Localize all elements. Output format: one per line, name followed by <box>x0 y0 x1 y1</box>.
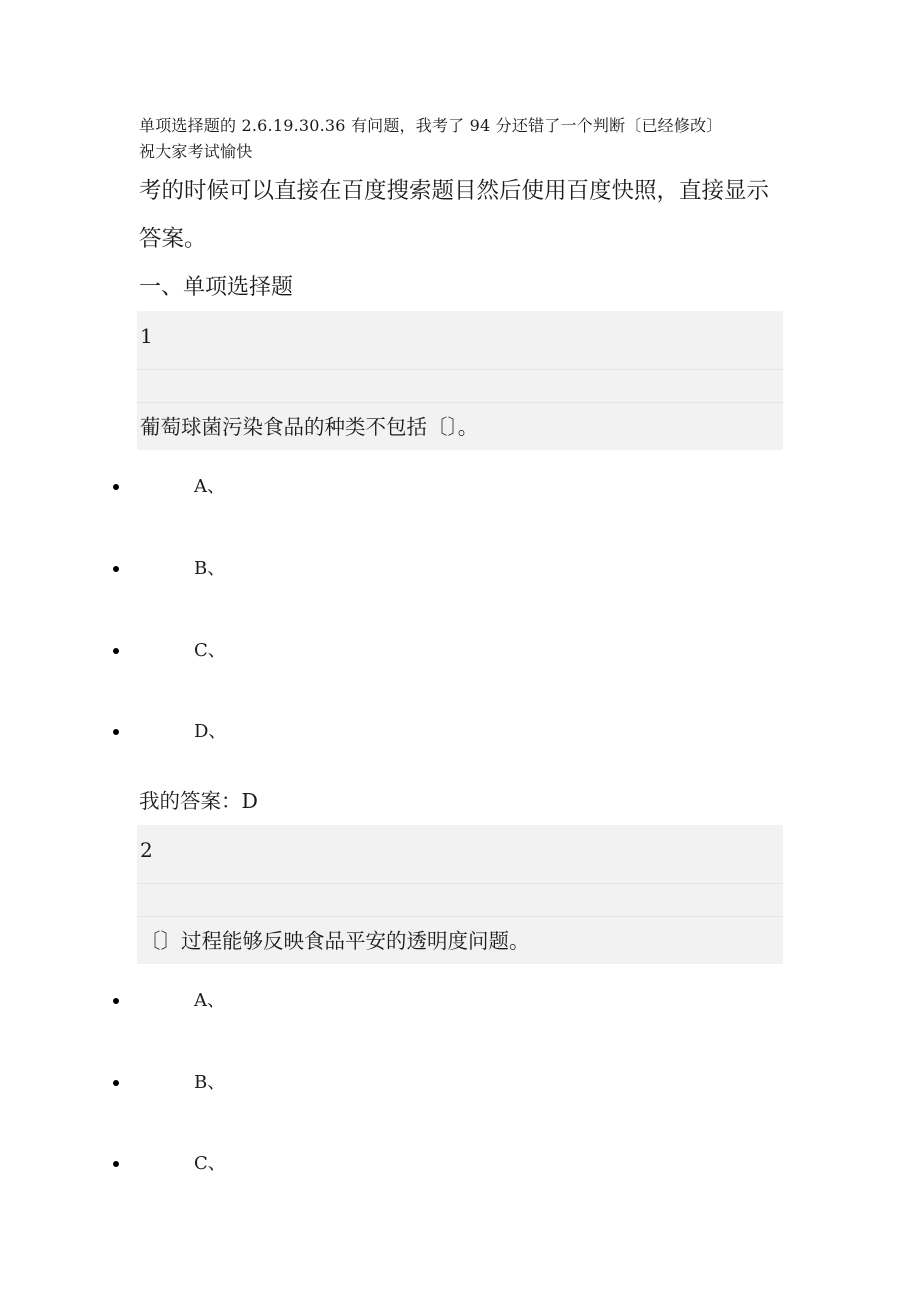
question-number-row <box>137 311 783 370</box>
question-1-option-c[interactable] <box>0 636 920 666</box>
section-title: 一、单项选择题 <box>139 275 294 300</box>
question-number: 1 <box>140 324 153 348</box>
notice-line-2: 祝大家考试愉快 <box>139 142 253 161</box>
question-number: 2 <box>140 838 153 862</box>
tip-line-1: 考的时候可以直接在百度搜索题目然后使用百度快照，直接显示 <box>139 178 770 204</box>
question-stem: 〔〕过程能够反映食品平安的透明度问题。 <box>140 929 530 953</box>
bullet-icon <box>113 998 119 1004</box>
option-label: A、 <box>194 990 225 1011</box>
question-2-header <box>137 825 783 964</box>
bullet-icon <box>113 566 119 572</box>
bullet-icon <box>113 729 119 735</box>
bullet-icon <box>113 1161 119 1167</box>
question-1-header <box>137 311 783 450</box>
notice-line-1: 单项选择题的 2.6.19.30.36 有问题，我考了 94 分还错了一个判断〔已经修改〕 <box>139 116 723 135</box>
question-2-option-c[interactable] <box>0 1149 920 1179</box>
tip-line-2: 答案。 <box>139 226 207 252</box>
question-number-row <box>137 825 783 884</box>
option-label: C、 <box>194 1153 226 1174</box>
option-label: C、 <box>194 640 226 661</box>
question-1-option-b[interactable] <box>0 554 920 584</box>
bullet-icon <box>113 648 119 654</box>
option-label: B、 <box>194 558 226 579</box>
option-label: A、 <box>194 476 225 497</box>
question-1-option-a[interactable] <box>0 472 920 502</box>
option-label: B、 <box>194 1072 226 1093</box>
question-blank-row <box>137 370 783 403</box>
question-blank-row <box>137 884 783 917</box>
question-stem: 葡萄球菌污染食品的种类不包括〔〕。 <box>140 415 479 439</box>
bullet-icon <box>113 484 119 490</box>
question-2-option-b[interactable] <box>0 1068 920 1098</box>
bullet-icon <box>113 1080 119 1086</box>
option-label: D、 <box>194 721 227 742</box>
question-1-my-answer: 我的答案：D <box>139 789 258 813</box>
question-1-option-d[interactable] <box>0 717 920 747</box>
question-2-option-a[interactable] <box>0 986 920 1016</box>
